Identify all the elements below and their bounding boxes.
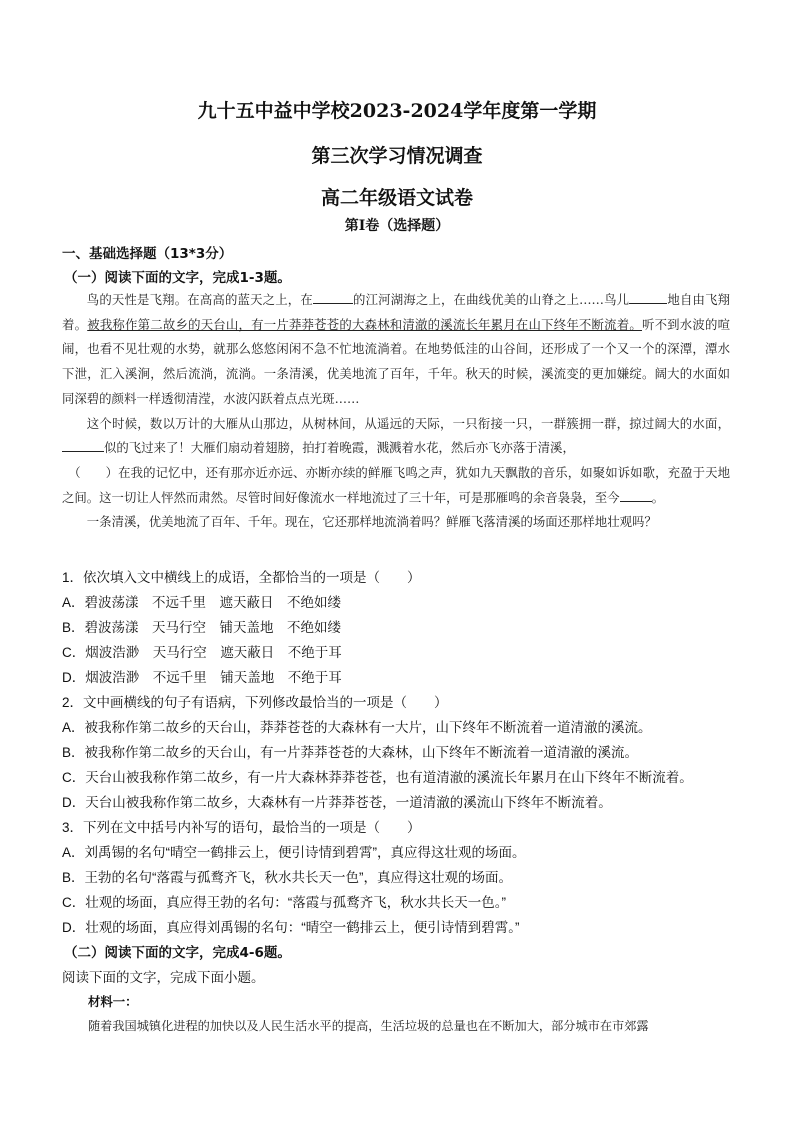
question-3-stem: 3．下列在文中括号内补写的语句，最恰当的一项是（ ） [62, 820, 421, 835]
passage-paragraph [62, 288, 730, 412]
question-2-option-c[interactable]: C．天台山被我称作第二故乡，有一片大森林莽莽苍苍，也有道清澈的溪流长年累月在山下终年不断流着。 [62, 770, 693, 785]
material-text: 随着我国城镇化进程的加快以及人民生活水平的提高，生活垃圾的总量也在不断加大，部分城市在市郊露 [88, 1019, 649, 1033]
answer-blank [629, 291, 667, 304]
passage-paragraph [62, 510, 730, 535]
question-3-option-a[interactable]: A．刘禹锡的名句“晴空一鹤排云上，便引诗情到碧霄”，真应得这壮观的场面。 [62, 845, 526, 860]
question-2-stem: 2．文中画横线的句子有语病，下列修改最恰当的一项是（ ） [62, 695, 448, 710]
exam-title: 高二年级语文试卷 [320, 187, 473, 209]
underlined-sentence: 被我称作第二故乡的天台山，有一片莽莽苍苍的大森林和清澈的溪流长年累月在山下终年不断流着。 [87, 316, 642, 332]
question-2-option-b[interactable]: B．被我称作第二故乡的天台山，有一片莽莽苍苍的大森林，山下终年不断流着一道清澈的溪流。 [62, 745, 639, 760]
survey-title: 第三次学习情况调查 [311, 145, 483, 167]
answer-blank [313, 291, 353, 304]
question-2-option-a[interactable]: A．被我称作第二故乡的天台山，莽莽苍苍的大森林有一大片，山下终年不断流着一道清澈的溪流。 [62, 720, 652, 735]
passage-text: 。 [651, 489, 664, 505]
question-1-option-a[interactable]: A．碧波荡漾 不远千里 遮天蔽日 不绝如缕 [62, 595, 342, 610]
section-heading: 一、基础选择题（13*3分） [62, 246, 233, 262]
passage-text: 听不到水波的喧闹，也看不见壮观的水势，就那么悠悠闲闲不急不忙地流淌着。在地势低洼的山谷间，还形成了一个又一个的深潭，潭水下泄，汇入溪涧，然后流淌，流淌。一条清溪，优美地流了百年，千年。秋天的时候，溪流变的更加嫌绽。阔大的水面如同深碧的颜料一样透彻清滢，水波闪跃着点点光斑…… [62, 316, 731, 406]
question-1-option-c[interactable]: C．烟波浩渺 天马行空 遮天蔽日 不绝于耳 [62, 645, 342, 660]
passage-text: 地自由飞翔着。 [62, 292, 731, 332]
question-2-option-d[interactable]: D．天台山被我称作第二故乡，大森林有一片莽莽苍苍，一道清澈的溪流山下终年不断流着。 [62, 795, 612, 810]
passage-text: 这个时候，数以万计的大雁从山那边，从树林间，从遥远的天际，一只衔接一只，一群簇拥一群，掠过阔大的水面， [86, 415, 730, 431]
question-1-stem: 1．依次填入文中横线上的成语，全都恰当的一项是（ ） [62, 570, 421, 585]
answer-blank [620, 489, 652, 502]
passage-1 [62, 288, 730, 535]
passage-text: 似的飞过来了！大雁们扇动着翅膀，拍打着晚霞，溅溅着水花，然后亦飞亦落于清溪， [104, 440, 575, 456]
question-3-option-d[interactable]: D．壮观的场面，真应得刘禹锡的名句：“晴空一鹤排云上，便引诗情到碧霄。” [62, 920, 520, 935]
passage-paragraph [62, 461, 730, 510]
answer-blank [62, 439, 104, 452]
passage-text: （ ）在我的记忆中，还有那亦近亦远、亦断亦续的鲜雁飞鸣之声，犹如九天飘散的音乐，如聚如诉如歌，充盈于天地之间。这一切让人怦然而肃然。尽管时间好像流水一样地流过了三十年，可是那雁鸣的余音袅袅，至今 [62, 464, 730, 505]
passage-text: 一条清溪，优美地流了百年、千年。现在，它还那样地流淌着吗？鲜雁飞落清溪的场面还那样地壮观吗？ [86, 514, 657, 530]
part2-instruction: 阅读下面的文字，完成下面小题。 [62, 970, 265, 985]
question-1-option-d[interactable]: D．烟波浩渺 不远千里 铺天盖地 不绝于耳 [62, 670, 342, 685]
material-label: 材料一： [88, 994, 138, 1009]
volume-title: 第I卷（选择题） [344, 218, 450, 234]
question-3-option-c[interactable]: C．壮观的场面，真应得王勃的名句：“落霞与孤鹜齐飞，秋水共长天一色。” [62, 895, 506, 910]
passage-text: 的江河湖海之上，在曲线优美的山脊之上……鸟儿 [352, 292, 630, 307]
part2-heading: （二）阅读下面的文字，完成4-6题。 [64, 945, 291, 961]
question-3-option-b[interactable]: B．王勃的名句“落霞与孤鹜齐飞，秋水共长天一色”，真应得这壮观的场面。 [62, 870, 512, 885]
school-title: 九十五中益中学校2023-2024学年度第一学期 [197, 100, 597, 122]
passage-text: 鸟的天性是飞翔。在高高的蓝天之上，在 [86, 292, 313, 307]
part1-heading: （一）阅读下面的文字，完成1-3题。 [64, 270, 291, 286]
question-1-option-b[interactable]: B．碧波荡漾 天马行空 铺天盖地 不绝如缕 [62, 620, 342, 635]
passage-paragraph [62, 412, 730, 461]
